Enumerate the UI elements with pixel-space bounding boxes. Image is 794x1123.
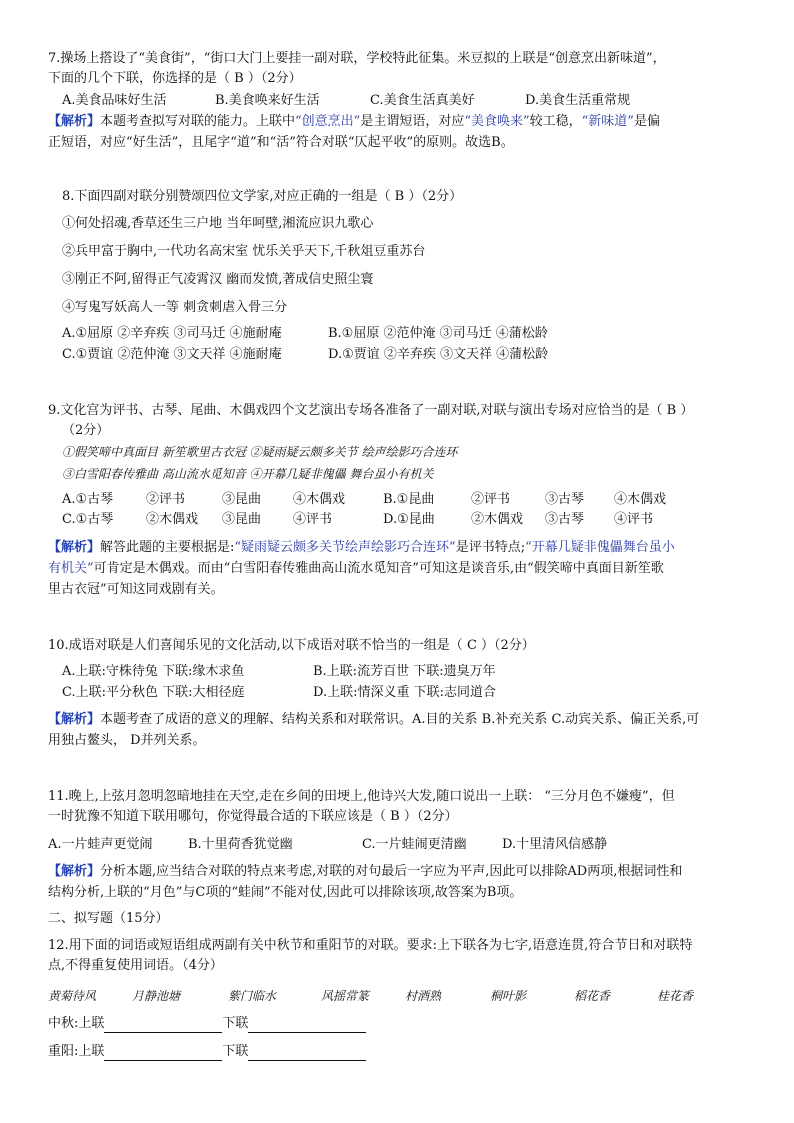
q9-analysis-line1 bbox=[48, 539, 675, 557]
q8-couplet-1: ①何处招魂,香草还生三户地 当年呵壁,湘流应识九歌心 bbox=[62, 216, 374, 231]
zhongqiu-shanglian-blank[interactable] bbox=[104, 1019, 222, 1033]
q12-word-8: 桂花香 bbox=[657, 989, 694, 1003]
q9-analysis-text: 解答此题的主要根据是: bbox=[100, 540, 235, 555]
q11-option-c: C.一片蛙闹更清幽 bbox=[362, 837, 467, 852]
chongyang-label: 重阳:上联 bbox=[48, 1044, 105, 1059]
q7-stem-line2: 下面的几个下联，你选择的是（ B ）（2分） bbox=[48, 71, 302, 86]
chongyang-shanglian-blank[interactable] bbox=[104, 1047, 222, 1061]
q7-option-d: D.美食生活重常规 bbox=[525, 93, 631, 108]
q7-analysis-text: 是偏 bbox=[633, 114, 660, 129]
q8-option-d: D.①贾谊 ②辛弃疾 ③文天祥 ④蒲松龄 bbox=[328, 347, 549, 362]
q9-stem-line2: （2分） bbox=[62, 423, 110, 438]
q8-couplet-4: ④写鬼写妖高人一等 刺贪刺虐入骨三分 bbox=[62, 300, 288, 315]
q9-option-a-1: A.①古琴 bbox=[62, 492, 114, 507]
analysis-tag: 【解析】 bbox=[48, 114, 101, 129]
q12-word-5: 村酒熟 bbox=[405, 989, 442, 1003]
q12-stem-line1: 12.用下面的词语或短语组成两副有关中秋节和重阳节的对联。要求:上下联各为七字,语意连贯,符合节日和对联特 bbox=[48, 938, 693, 953]
q10-option-a: A.上联:守株待兔 下联:缘木求鱼 bbox=[62, 664, 245, 679]
q10-stem: 10.成语对联是人们喜闻乐见的文化活动,以下成语对联不恰当的一组是（ C ）（2分） bbox=[48, 638, 535, 653]
q9-option-b-2: ②评书 bbox=[471, 492, 511, 507]
q8-option-b: B.①屈原 ②范仲淹 ③司马迁 ④蒲松龄 bbox=[328, 326, 548, 341]
q7-analysis-line2: 正短语，对应“好生活”，且尾字“道”和“活”符合对联“仄起平收”的原则。故选B。 bbox=[48, 135, 514, 150]
q11-option-d: D.十里清风信感静 bbox=[502, 837, 608, 852]
q8-option-c: C.①贾谊 ②范仲淹 ③文天祥 ④施耐庵 bbox=[62, 347, 282, 362]
q7-analysis-text: 较工稳， bbox=[529, 114, 582, 129]
analysis-tag: 【解析】 bbox=[48, 712, 101, 727]
q9-option-a-2: ②评书 bbox=[146, 492, 186, 507]
q10-option-b: B.上联:流芳百世 下联:遗臭万年 bbox=[313, 664, 496, 679]
q12-word-2: 月静池塘 bbox=[132, 989, 181, 1003]
q9-option-b-1: B.①昆曲 bbox=[383, 492, 435, 507]
q9-option-b-4: ④木偶戏 bbox=[614, 492, 667, 507]
q7-analysis-quote2: “美食唤来” bbox=[464, 114, 530, 129]
q9-analysis-quote2: “开幕几疑非傀儡舞台虽小 bbox=[525, 540, 675, 555]
q8-stem: 8.下面四副对联分别赞颂四位文学家,对应正确的一组是（ B ）（2分） bbox=[62, 189, 463, 204]
q10-option-d: D.上联:情深义重 下联:志同道合 bbox=[313, 685, 496, 700]
q11-option-a: A.一片蛙声更觉闹 bbox=[48, 837, 153, 852]
q9-option-d-1: D.①昆曲 bbox=[383, 512, 435, 527]
q11-stem-line1: 11.晚上,上弦月忽明忽暗地挂在天空,走在乡间的田埂上,他诗兴大发,随口说出一上联： “三分月色不嫌瘦”，但 bbox=[48, 789, 675, 804]
q12-zhongqiu-row bbox=[48, 1015, 366, 1033]
q9-option-c-4: ④评书 bbox=[293, 512, 333, 527]
q11-option-b: B.十里荷香犹觉幽 bbox=[188, 837, 293, 852]
analysis-tag: 【解析】 bbox=[48, 864, 101, 879]
q12-stem-line2: 点,不得重复使用词语。（4分） bbox=[48, 958, 223, 973]
q9-analysis-text: 是评书特点; bbox=[455, 540, 526, 555]
q7-analysis-quote3: “新味道” bbox=[581, 114, 634, 129]
q12-word-6: 桐叶影 bbox=[490, 989, 527, 1003]
q7-analysis-quote1: “创意烹出” bbox=[295, 114, 361, 129]
q10-option-c: C.上联:平分秋色 下联:大相径庭 bbox=[62, 685, 245, 700]
q9-option-c-1: C.①古琴 bbox=[62, 512, 114, 527]
q12-word-7: 稻花香 bbox=[574, 989, 611, 1003]
q7-option-c: C.美食生活真美好 bbox=[370, 93, 475, 108]
q12-chongyang-row bbox=[48, 1043, 366, 1061]
xialian-label: 下联 bbox=[222, 1044, 249, 1059]
analysis-tag: 【解析】 bbox=[48, 540, 101, 555]
q9-option-d-2: ②木偶戏 bbox=[471, 512, 524, 527]
q7-analysis-text: 是主谓短语，对应 bbox=[360, 114, 465, 129]
q7-analysis-line1 bbox=[48, 113, 660, 131]
q9-couplets-line2: ③白雪阳春传雅曲 高山流水觅知音 ④开幕几疑非傀儡 舞台虽小有机关 bbox=[62, 467, 434, 481]
q9-option-a-3: ③昆曲 bbox=[222, 492, 262, 507]
q9-couplets-line1: ①假笑啼中真面目 新笙歌里古衣冠 ②疑雨疑云颇多关节 绘声绘影巧合连环 bbox=[62, 445, 458, 459]
q9-option-c-3: ③昆曲 bbox=[222, 512, 262, 527]
q9-stem-line1: 9.文化宫为评书、古琴、尾曲、木偶戏四个文艺演出专场各准备了一副对联,对联与演出专场对应恰当的是（ B ） bbox=[48, 403, 694, 418]
q12-word-3: 紫门临水 bbox=[228, 989, 277, 1003]
q10-analysis-line1 bbox=[48, 711, 699, 729]
q8-couplet-3: ③刚正不阿,留得正气凌霄汉 幽而发愤,著成信史照尘寰 bbox=[62, 272, 374, 287]
q12-word-4: 风摇常篆 bbox=[321, 989, 370, 1003]
q9-option-d-3: ③古琴 bbox=[545, 512, 585, 527]
q7-analysis-text: 本题考查拟写对联的能力。上联中 bbox=[100, 114, 296, 129]
q12-word-1: 黄菊待风 bbox=[48, 989, 97, 1003]
q8-option-a: A.①屈原 ②辛弃疾 ③司马迁 ④施耐庵 bbox=[62, 326, 282, 341]
section-title: 二、拟写题（15分） bbox=[48, 911, 169, 926]
zhongqiu-xialian-blank[interactable] bbox=[248, 1019, 366, 1033]
q8-couplet-2: ②兵甲富于胸中,一代功名高宋室 忧乐关乎天下,千秋俎豆重苏台 bbox=[62, 244, 426, 259]
q11-analysis-line2: 结构分析,上联的“月色”与C项的“蛙闹”不能对仗,因此可以排除该项,故答案为B项。 bbox=[48, 885, 523, 900]
xialian-label: 下联 bbox=[222, 1016, 249, 1031]
q9-option-d-4: ④评书 bbox=[614, 512, 654, 527]
q9-option-b-3: ③古琴 bbox=[545, 492, 585, 507]
q9-analysis-line3: 里古衣冠”可知这同戏剧有关。 bbox=[48, 582, 224, 597]
q10-analysis-line2: 用独占鳌头， D并列关系。 bbox=[48, 733, 206, 748]
q11-analysis-line1 bbox=[48, 863, 682, 881]
q9-analysis-line2 bbox=[48, 560, 664, 578]
q9-option-c-2: ②木偶戏 bbox=[146, 512, 199, 527]
q11-analysis-text: 分析本题,应当结合对联的特点来考虑,对联的对句最后一字应为平声,因此可以排除AD两项,根据词性和 bbox=[100, 864, 683, 879]
q7-option-a: A.美食品味好生活 bbox=[62, 93, 167, 108]
q9-option-a-4: ④木偶戏 bbox=[293, 492, 346, 507]
q10-analysis-text: 本题考查了成语的意义的理解、结构关系和对联常识。A.目的关系 B.补充关系 C.动宾关系、偏正关系,可 bbox=[100, 712, 700, 727]
q11-stem-line2: 一时犹豫不知道下联用哪句，你觉得最合适的下联应该是（ B ）（2分） bbox=[48, 809, 458, 824]
q9-analysis-quote1: “疑雨疑云颇多关节绘声绘影巧合连环” bbox=[234, 540, 456, 555]
q9-analysis-text: 可肯定是木偶戏。而由“白雪阳春传雅曲高山流水觅知音”可知这是谈音乐,由“假笑啼中真面目新笙歌 bbox=[93, 561, 664, 576]
q9-analysis-quote2-end: 有机关” bbox=[48, 561, 94, 576]
chongyang-xialian-blank[interactable] bbox=[248, 1047, 366, 1061]
q7-option-b: B.美食唤来好生活 bbox=[215, 93, 320, 108]
zhongqiu-label: 中秋:上联 bbox=[48, 1016, 105, 1031]
q7-stem-line1: 7.操场上搭设了“美食街”，“街口大门上要挂一副对联，学校特此征集。米豆拟的上联是“创意烹出新味道”， bbox=[48, 51, 666, 66]
